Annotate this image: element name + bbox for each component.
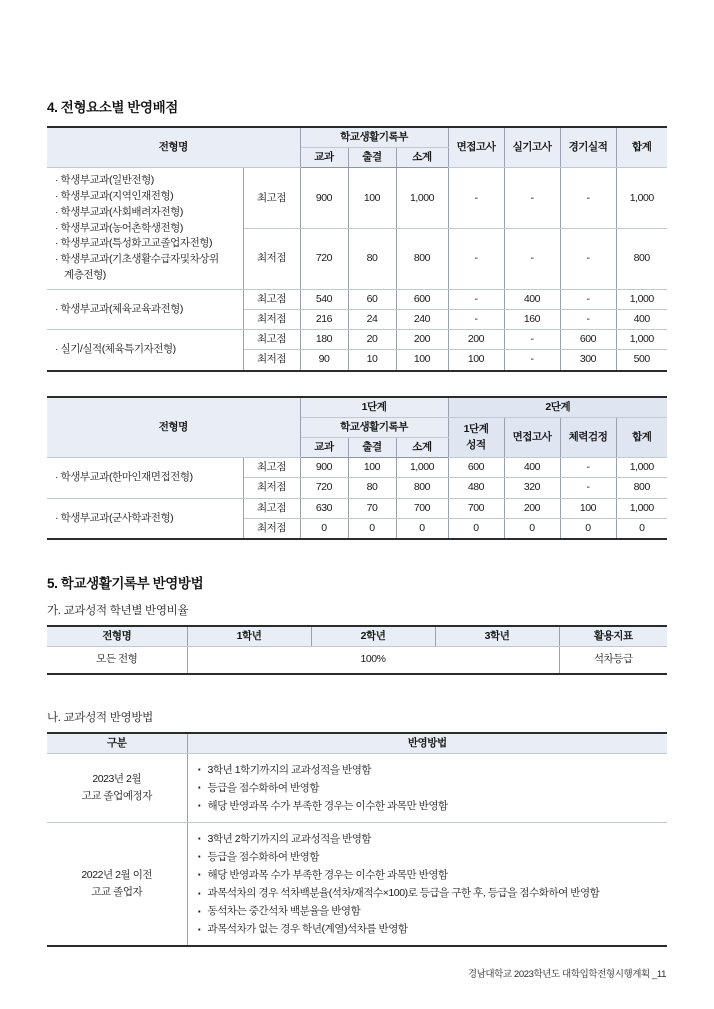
cell-subject: 900: [300, 168, 348, 229]
spacer: [47, 372, 667, 396]
cell-total: 1,000: [616, 168, 667, 229]
th-grade-2: 2학년: [311, 626, 435, 647]
cell-subtotal: 200: [396, 330, 448, 350]
th-total: 합계: [616, 417, 667, 457]
table-row: [47, 498, 667, 518]
cell-total: 1,000: [616, 330, 667, 350]
th-subtotal: 소계: [396, 438, 448, 458]
list-item: · 등급을 점수화하여 반영함: [197, 779, 662, 797]
cell-interview: -: [448, 229, 504, 290]
table-row: [47, 330, 667, 350]
th-interview: 면접고사: [448, 127, 504, 168]
th-admission-type: 전형명: [47, 397, 300, 458]
cell-attendance: 60: [348, 289, 396, 309]
type-name: · 실기/실적(체육특기자전형): [55, 342, 176, 355]
cell-total: 800: [616, 478, 667, 498]
row-label-max: 최고점: [243, 458, 300, 478]
type-name: · 학생부교과(사회배려자전형): [55, 205, 183, 218]
spacer: [47, 540, 667, 572]
th-method: 반영방법: [187, 733, 667, 754]
cell-competition: -: [560, 168, 616, 229]
cell-category-2022: [47, 822, 187, 946]
cell-subject: 720: [300, 229, 348, 290]
cell-attendance: 80: [348, 229, 396, 290]
cell-interview: -: [448, 309, 504, 329]
cell-subject: 540: [300, 289, 348, 309]
cell-admission-type: 모든 전형: [47, 647, 187, 674]
th-stage1-score-line1: 1단계: [463, 423, 489, 436]
cell-interview: -: [448, 168, 504, 229]
cell-attendance: 80: [348, 478, 396, 498]
th-stage1-score-line2: 성적: [466, 438, 486, 451]
th-admission-type: 전형명: [47, 626, 187, 647]
th-interview: 면접고사: [504, 417, 560, 457]
cell-practical: 400: [504, 289, 560, 309]
row-label-min: 최저점: [243, 350, 300, 371]
cell-interview: 200: [504, 498, 560, 518]
cell-interview: 0: [504, 518, 560, 539]
table-row: [47, 647, 667, 674]
cell-practical: -: [504, 168, 560, 229]
row-label-min: 최저점: [243, 478, 300, 498]
category-line1: 2023년 2월: [92, 772, 142, 785]
row-label-max: 최고점: [243, 289, 300, 309]
th-category: 구분: [47, 733, 187, 754]
list-item: · 해당 반영과목 수가 부족한 경우는 이수한 과목만 반영함: [197, 797, 662, 815]
table-row: [47, 168, 667, 229]
th-admission-type: 전형명: [47, 127, 300, 168]
table-row: [47, 753, 667, 822]
type-name-cont: 계층전형): [64, 268, 106, 281]
grade-ratio-table: [47, 625, 667, 674]
table-row: [47, 289, 667, 309]
cell-fitness: 100: [560, 498, 616, 518]
cell-total: 1,000: [616, 458, 667, 478]
th-indicator: 활용지표: [559, 626, 667, 647]
method-list: [197, 830, 662, 938]
cell-subject: 90: [300, 350, 348, 371]
category-line1: 2022년 2월 이전: [81, 868, 153, 881]
cell-total: 1,000: [616, 498, 667, 518]
cell-practical: 160: [504, 309, 560, 329]
th-subject: 교과: [300, 148, 348, 168]
type-name: · 학생부교과(지역인재전형): [55, 190, 174, 203]
row-label-max: 최고점: [243, 168, 300, 229]
cell-stage1-score: 0: [448, 518, 504, 539]
cell-subject: 180: [300, 330, 348, 350]
admission-type-group-3: [47, 330, 243, 371]
cell-total: 1,000: [616, 289, 667, 309]
th-grade-3: 3학년: [435, 626, 559, 647]
th-subject: 교과: [300, 438, 348, 458]
cell-practical: -: [504, 350, 560, 371]
type-name: · 학생부교과(특성화고교졸업자전형): [55, 237, 213, 250]
admission-type-group-1: [47, 168, 243, 289]
cell-ratio: 100%: [187, 647, 559, 674]
th-school-record: 학교생활기록부: [300, 417, 448, 437]
cell-attendance: 20: [348, 330, 396, 350]
cell-attendance: 0: [348, 518, 396, 539]
page-footer: 경남대학교 2023학년도 대학입학전형시행계획 _11: [467, 969, 666, 980]
category-line2: 고교 졸업예정자: [81, 789, 152, 802]
list-item: · 과목석차의 경우 석차백분율(석차/재적수×100)로 등급을 구한 후, 등급을 점수화하여 반영함: [197, 884, 662, 902]
table-row: [47, 822, 667, 946]
th-grade-1: 1학년: [187, 626, 311, 647]
method-list: [197, 761, 662, 815]
type-name: · 학생부교과(일반전형): [55, 174, 154, 187]
section-4-heading: 4. 전형요소별 반영배점: [47, 100, 178, 115]
type-name: · 학생부교과(군사학과전형): [55, 511, 174, 524]
list-item: · 과목석차가 없는 경우 학년(계열)석차를 반영함: [197, 920, 662, 938]
cell-subject: 720: [300, 478, 348, 498]
th-stage1-score: [448, 417, 504, 457]
list-item: · 동석차는 중간석차 백분율을 반영함: [197, 902, 662, 920]
th-stage-2: 2단계: [448, 397, 667, 418]
cell-subject: 900: [300, 458, 348, 478]
list-item: · 해당 반영과목 수가 부족한 경우는 이수한 과목만 반영함: [197, 866, 662, 884]
cell-attendance: 10: [348, 350, 396, 371]
th-subtotal: 소계: [396, 148, 448, 168]
section-5-heading: 5. 학교생활기록부 반영방법: [47, 576, 204, 592]
cell-attendance: 70: [348, 498, 396, 518]
cell-total: 500: [616, 350, 667, 371]
cell-subtotal: 1,000: [396, 458, 448, 478]
cell-interview: 100: [448, 350, 504, 371]
cell-subject: 216: [300, 309, 348, 329]
category-line2: 고교 졸업자: [91, 886, 143, 899]
th-attendance: 출결: [348, 148, 396, 168]
subsection-b-title: 나. 교과성적 반영방법: [47, 711, 153, 724]
cell-subtotal: 700: [396, 498, 448, 518]
cell-stage1-score: 600: [448, 458, 504, 478]
row-label-max: 최고점: [243, 498, 300, 518]
subsection-a-title: 가. 교과성적 학년별 반영비율: [47, 605, 189, 618]
cell-subtotal: 600: [396, 289, 448, 309]
th-school-record: 학교생활기록부: [300, 127, 448, 148]
cell-subtotal: 100: [396, 350, 448, 371]
cell-competition: 300: [560, 350, 616, 371]
th-attendance: 출결: [348, 438, 396, 458]
th-fitness: 체력검정: [560, 417, 616, 457]
cell-subtotal: 800: [396, 229, 448, 290]
row-label-min: 최저점: [243, 518, 300, 539]
type-name: · 학생부교과(한마인재면접전형): [55, 471, 193, 484]
cell-method-2023: [187, 753, 667, 822]
type-name: · 학생부교과(농어촌학생전형): [55, 221, 183, 234]
cell-practical: -: [504, 330, 560, 350]
cell-stage1-score: 700: [448, 498, 504, 518]
cell-subtotal: 0: [396, 518, 448, 539]
cell-attendance: 100: [348, 458, 396, 478]
row-label-min: 최저점: [243, 309, 300, 329]
th-total: 합계: [616, 127, 667, 168]
cell-stage1-score: 480: [448, 478, 504, 498]
cell-total: 0: [616, 518, 667, 539]
row-label-max: 최고점: [243, 330, 300, 350]
scoring-table-1: [47, 126, 667, 372]
cell-competition: -: [560, 309, 616, 329]
cell-fitness: -: [560, 478, 616, 498]
cell-subtotal: 800: [396, 478, 448, 498]
page-content: [47, 96, 667, 947]
cell-practical: -: [504, 229, 560, 290]
cell-total: 800: [616, 229, 667, 290]
type-name: · 학생부교과(기초생활수급자및차상위: [55, 253, 219, 266]
cell-method-2022: [187, 822, 667, 946]
cell-attendance: 100: [348, 168, 396, 229]
cell-fitness: 0: [560, 518, 616, 539]
cell-subject: 630: [300, 498, 348, 518]
cell-subtotal: 1,000: [396, 168, 448, 229]
row-label-min: 최저점: [243, 229, 300, 290]
cell-interview: 200: [448, 330, 504, 350]
cell-category-2023: [47, 753, 187, 822]
cell-competition: -: [560, 229, 616, 290]
grade-method-table: [47, 732, 667, 948]
cell-indicator: 석차등급: [559, 647, 667, 674]
cell-competition: 600: [560, 330, 616, 350]
th-practical: 실기고사: [504, 127, 560, 168]
cell-fitness: -: [560, 458, 616, 478]
spacer: [47, 675, 667, 693]
cell-subject: 0: [300, 518, 348, 539]
scoring-table-2: [47, 396, 667, 541]
cell-competition: -: [560, 289, 616, 309]
type-name: · 학생부교과(체육교육과전형): [55, 302, 183, 315]
cell-attendance: 24: [348, 309, 396, 329]
admission-type-group-2: [47, 289, 243, 329]
cell-interview: 400: [504, 458, 560, 478]
table-row: [47, 458, 667, 478]
admission-type-group-1: [47, 458, 243, 498]
cell-subtotal: 240: [396, 309, 448, 329]
list-item: · 등급을 점수화하여 반영함: [197, 848, 662, 866]
cell-interview: 320: [504, 478, 560, 498]
th-competition: 경기실적: [560, 127, 616, 168]
list-item: · 3학년 1학기까지의 교과성적을 반영함: [197, 761, 662, 779]
list-item: · 3학년 2학기까지의 교과성적을 반영함: [197, 830, 662, 848]
cell-interview: -: [448, 289, 504, 309]
cell-total: 400: [616, 309, 667, 329]
th-stage-1: 1단계: [300, 397, 448, 418]
admission-type-group-2: [47, 498, 243, 539]
